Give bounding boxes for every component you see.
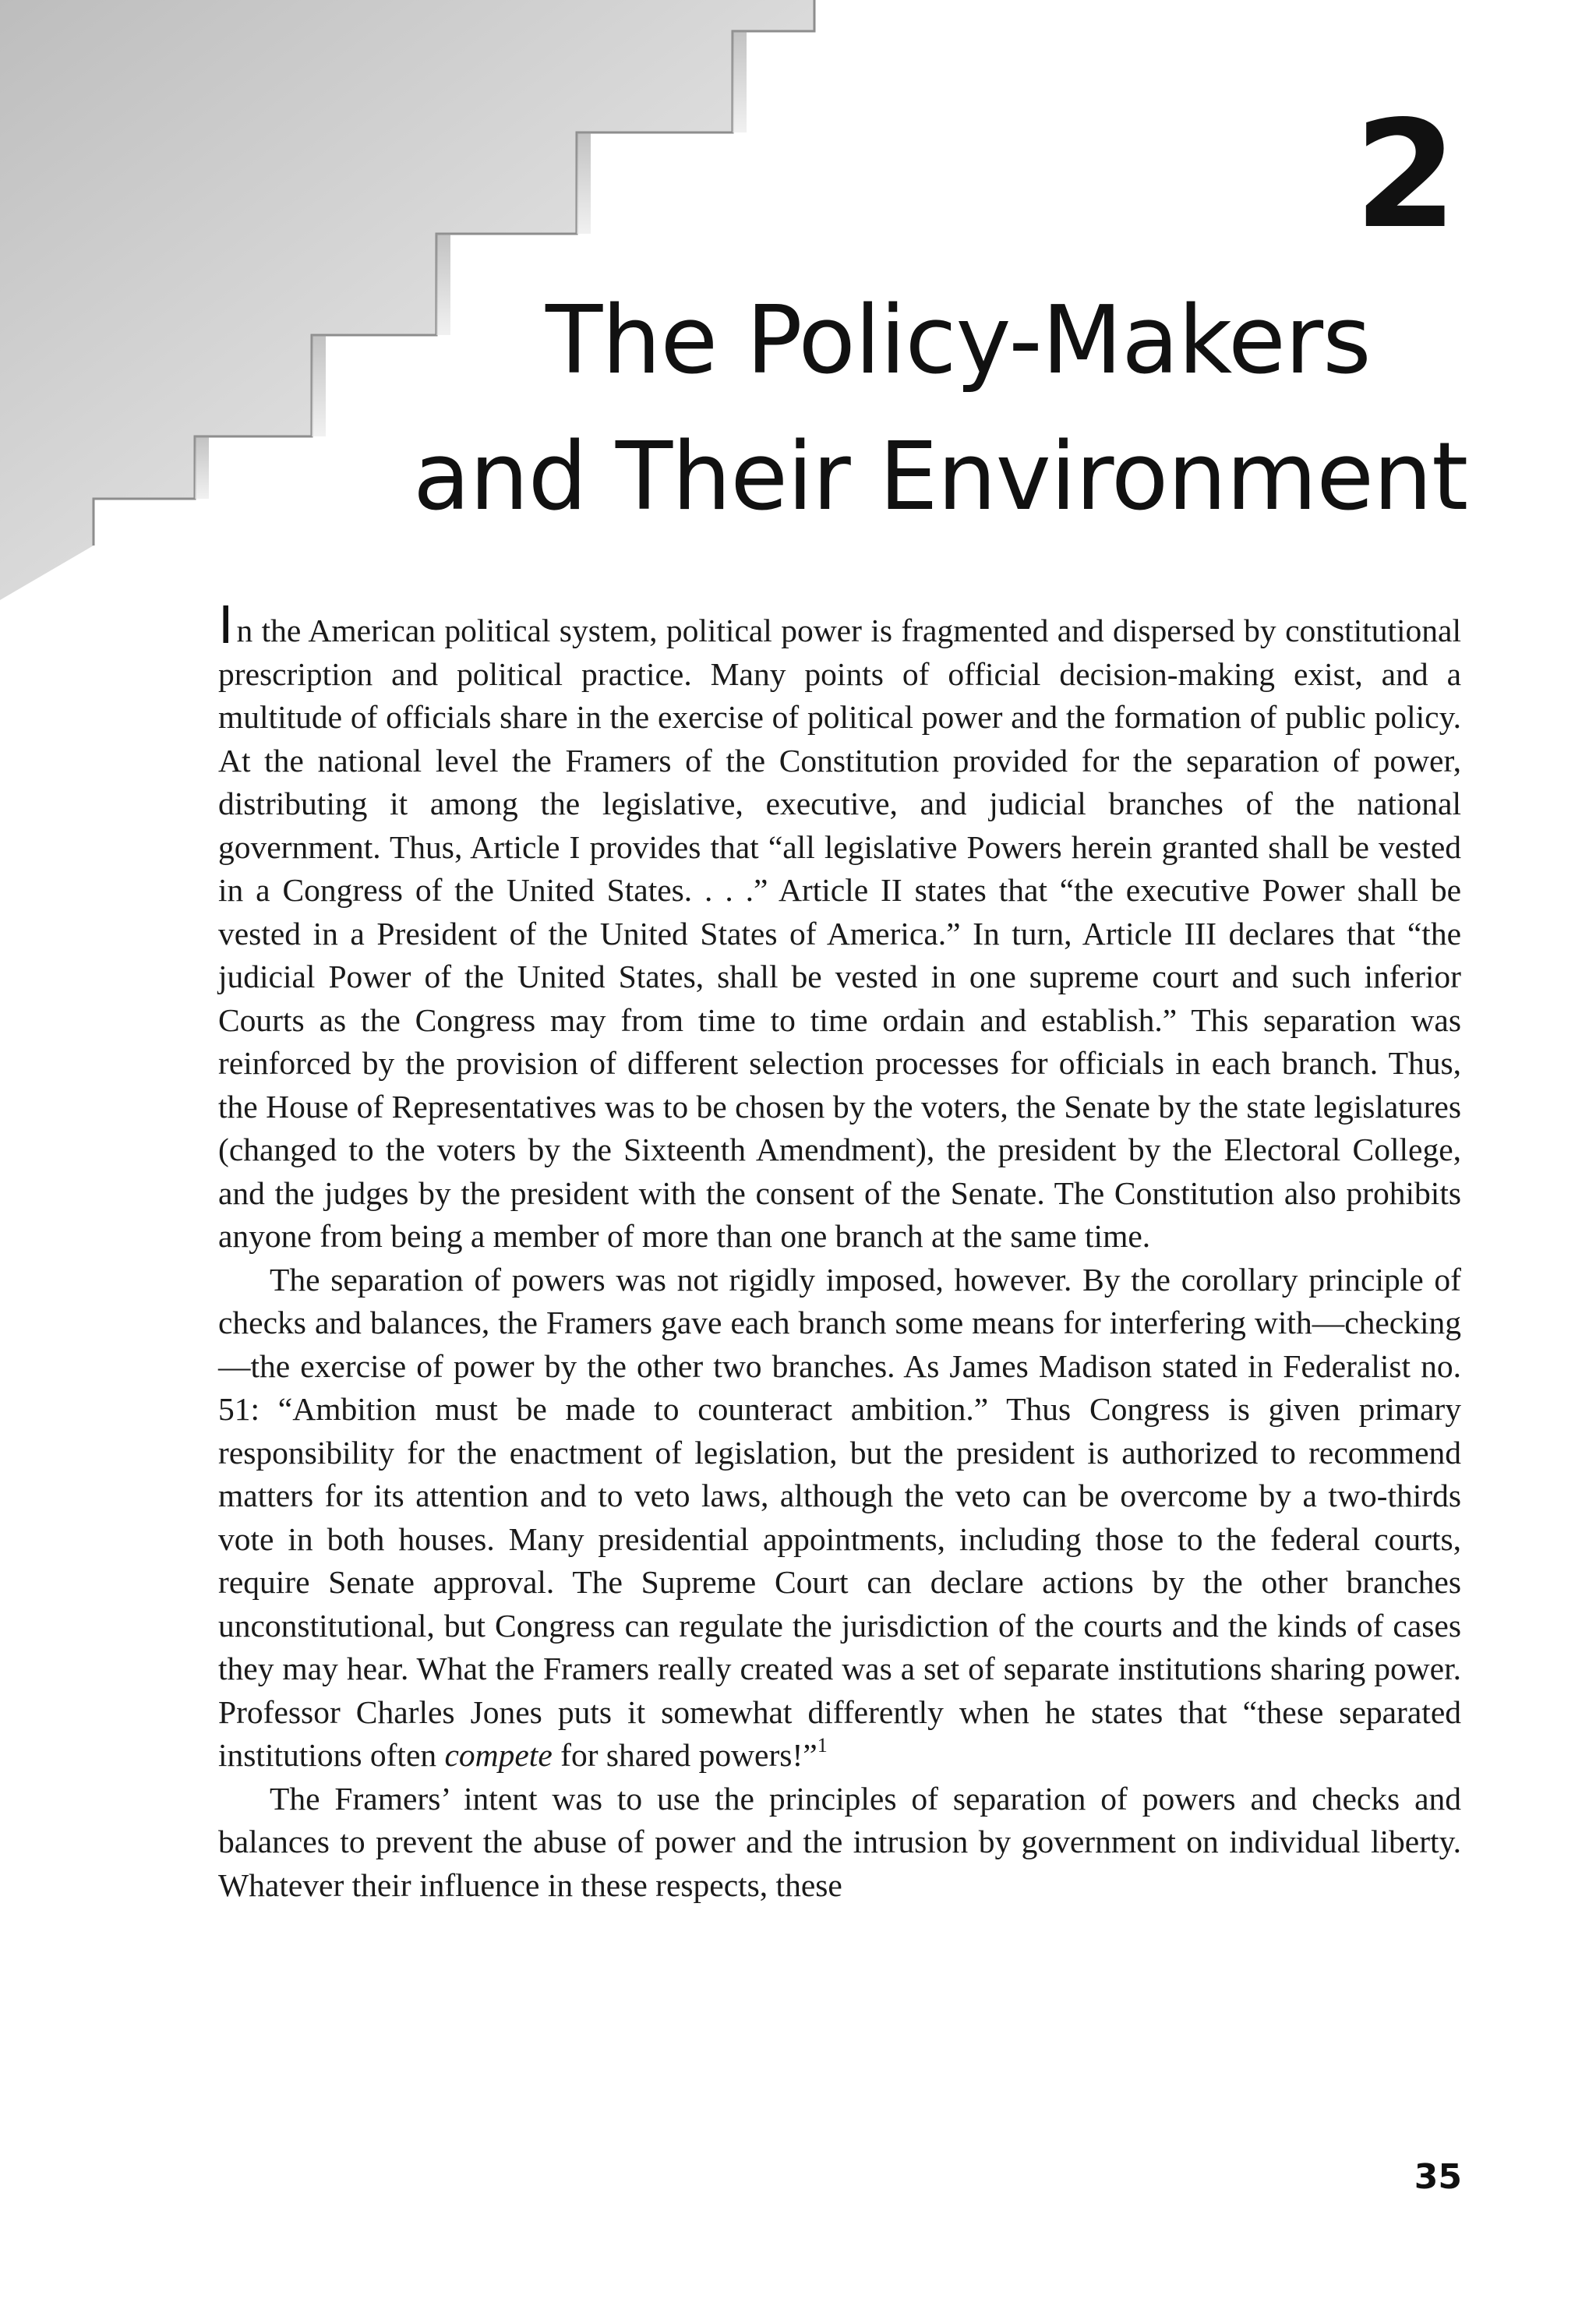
paragraph-2-text-b: for shared powers!” [560,1737,817,1773]
chapter-title-line-2: and Their Environment [413,423,1468,531]
chapter-title [413,273,1504,546]
body-text [218,595,1461,1907]
paragraph-2-text-a: The separation of powers was not rigidly imposed, however. By the corollary principle of checks and balances, the Framers gave each branch some means for interfering with—checking—the exercise of power by the other two branches. As James Madison stated in Federalist no. 51: “Ambition must be made to counteract ambition.” Thus Congress is given primary responsibility for the enactment of legislation, but the president is authorized to recommend matters for its attention and to veto laws, although the veto can be overcome by a two-thirds vote in both houses. Many presidential appointments, including those to the federal courts, require Senate approval. The Supreme Court can declare actions by the other branches unconstitutional, but Congress can regulate the jurisdiction of the courts and the kinds of cases they may hear. What the Framers really created was a set of separate institutions sharing power. Professor Charles Jones puts it somewhat differently when he states that “these separated institutions often [218,1261,1461,1773]
paragraph-3 [218,1778,1461,1908]
paragraph-3-text: The Framers’ intent was to use the principles of separation of powers and checks and balances to prevent the abuse of power and the intrusion by government on individual liberty. Whatever their influence in these respects, these [218,1780,1461,1903]
chapter-title-line-1: The Policy-Makers [546,287,1371,395]
paragraph-2 [218,1259,1461,1778]
footnote-marker: 1 [817,1734,828,1757]
drop-cap: I [218,595,234,655]
emphasis-compete: compete [444,1737,553,1773]
paragraph-1 [218,595,1461,1259]
paragraph-1-text: n the American political system, political power is fragmented and dispersed by constitutional prescription and political practice. Many points of official decision-making exist, and a multitude of officials share in the exercise of political power and the formation of public policy. At the national level the Framers of the Constitution provided for the separation of power, distributing it among the legislative, executive, and judicial branches of the national government. Thus, Article I provides that “all legislative Powers herein granted shall be vested in a Congress of the United States. . . .” Article II states that “the executive Power shall be vested in a President of the United States of America.” In turn, Article III declares that “the judicial Power of the United States, shall be vested in one supreme court and such inferior Courts as the Congress may from time to time ordain and establish.” This separation was reinforced by the provision of different selection processes for officials in each branch. Thus, the House of Representatives was to be chosen by the voters, the Senate by the state legislatures (changed to the voters by the Sixteenth Amendment), the president by the Electoral College, and the judges by the president with the consent of the Senate. The Constitution also prohibits anyone from being a member of more than one branch at the same time. [218,613,1461,1254]
page-number: 35 [1414,2157,1462,2197]
chapter-number: 2 [1354,89,1457,261]
